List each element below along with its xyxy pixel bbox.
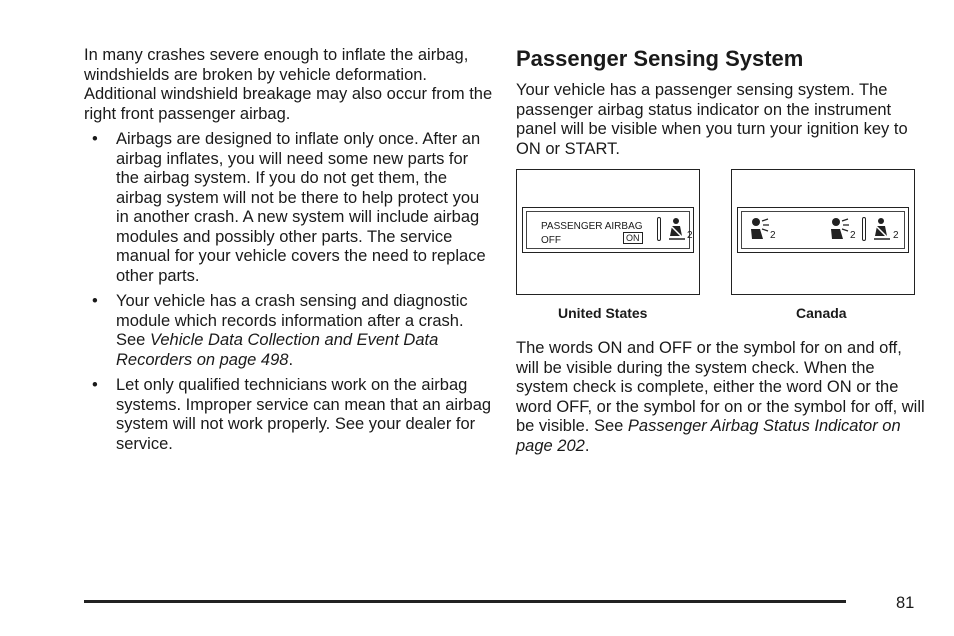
bullet-text: Airbags are designed to inflate only once. After an airbag inflates, you will need some new parts for the airbag system. If you do not get them, the airbag system will not be there to help protect you in another crash. A new system will include airbag modules and possibly other parts. The service manual for your vehicle covers the need to replace other parts. xyxy=(116,130,486,285)
page-number: 81 xyxy=(896,594,915,612)
cross-reference-link[interactable]: Passenger Airbag Status Indicator on page 202 xyxy=(516,417,901,455)
right-column xyxy=(516,46,926,456)
status-paragraph xyxy=(516,339,926,456)
us-caption: United States xyxy=(558,305,648,321)
bullet-item xyxy=(84,376,494,454)
bullet-item xyxy=(84,292,494,370)
subscript-2: 2 xyxy=(687,230,693,241)
subscript-2: 2 xyxy=(850,230,856,241)
seatbelt-person-icon xyxy=(872,217,894,241)
bullet-list xyxy=(84,130,494,454)
canada-display xyxy=(737,207,909,253)
status-text: The words ON and OFF or the symbol for on and off, will be visible during the system check. When the system check is complete, either the word ON or the word OFF, or the symbol for on or the symbol for off, will be visible. See xyxy=(516,339,925,435)
separator xyxy=(862,217,866,241)
separator xyxy=(657,217,661,241)
bullet-text: Let only qualified technicians work on the airbag systems. Improper service can mean that an airbag system will not work properly. See your dealer for service. xyxy=(116,376,492,453)
footer-rule xyxy=(84,600,846,603)
on-label: ON xyxy=(623,232,643,244)
airbag-on-icon xyxy=(748,217,770,241)
cross-reference-link[interactable]: Vehicle Data Collection and Event Data Recorders on page 498 xyxy=(116,331,439,369)
bullet-item xyxy=(84,130,494,286)
left-column xyxy=(84,46,494,454)
canada-caption: Canada xyxy=(796,305,847,321)
section-heading: Passenger Sensing System xyxy=(516,46,804,71)
bullet-text-end: . xyxy=(288,350,294,369)
indicator-figure xyxy=(516,169,926,319)
airbag-off-icon xyxy=(828,217,850,241)
canada-indicator-panel xyxy=(731,169,915,295)
us-indicator-panel xyxy=(516,169,700,295)
intro-paragraph: Your vehicle has a passenger sensing system. The passenger airbag status indicator on the instrument panel will be visible when you turn your ignition key to ON or START. xyxy=(516,81,908,158)
subscript-2: 2 xyxy=(893,230,899,241)
us-display xyxy=(522,207,694,253)
subscript-2: 2 xyxy=(770,230,776,241)
bullet-text: Your vehicle has a crash sensing and diagnostic module which records information after a crash. See xyxy=(116,292,468,349)
passenger-airbag-label: PASSENGER AIRBAG xyxy=(541,221,643,232)
off-label: OFF xyxy=(541,235,561,246)
seatbelt-person-icon xyxy=(667,217,689,241)
intro-paragraph: In many crashes severe enough to inflate the airbag, windshields are broken by vehicle deformation. Additional windshield breakage may also occur from the right front passenger airbag. xyxy=(84,46,493,123)
status-text-end: . xyxy=(584,436,590,455)
